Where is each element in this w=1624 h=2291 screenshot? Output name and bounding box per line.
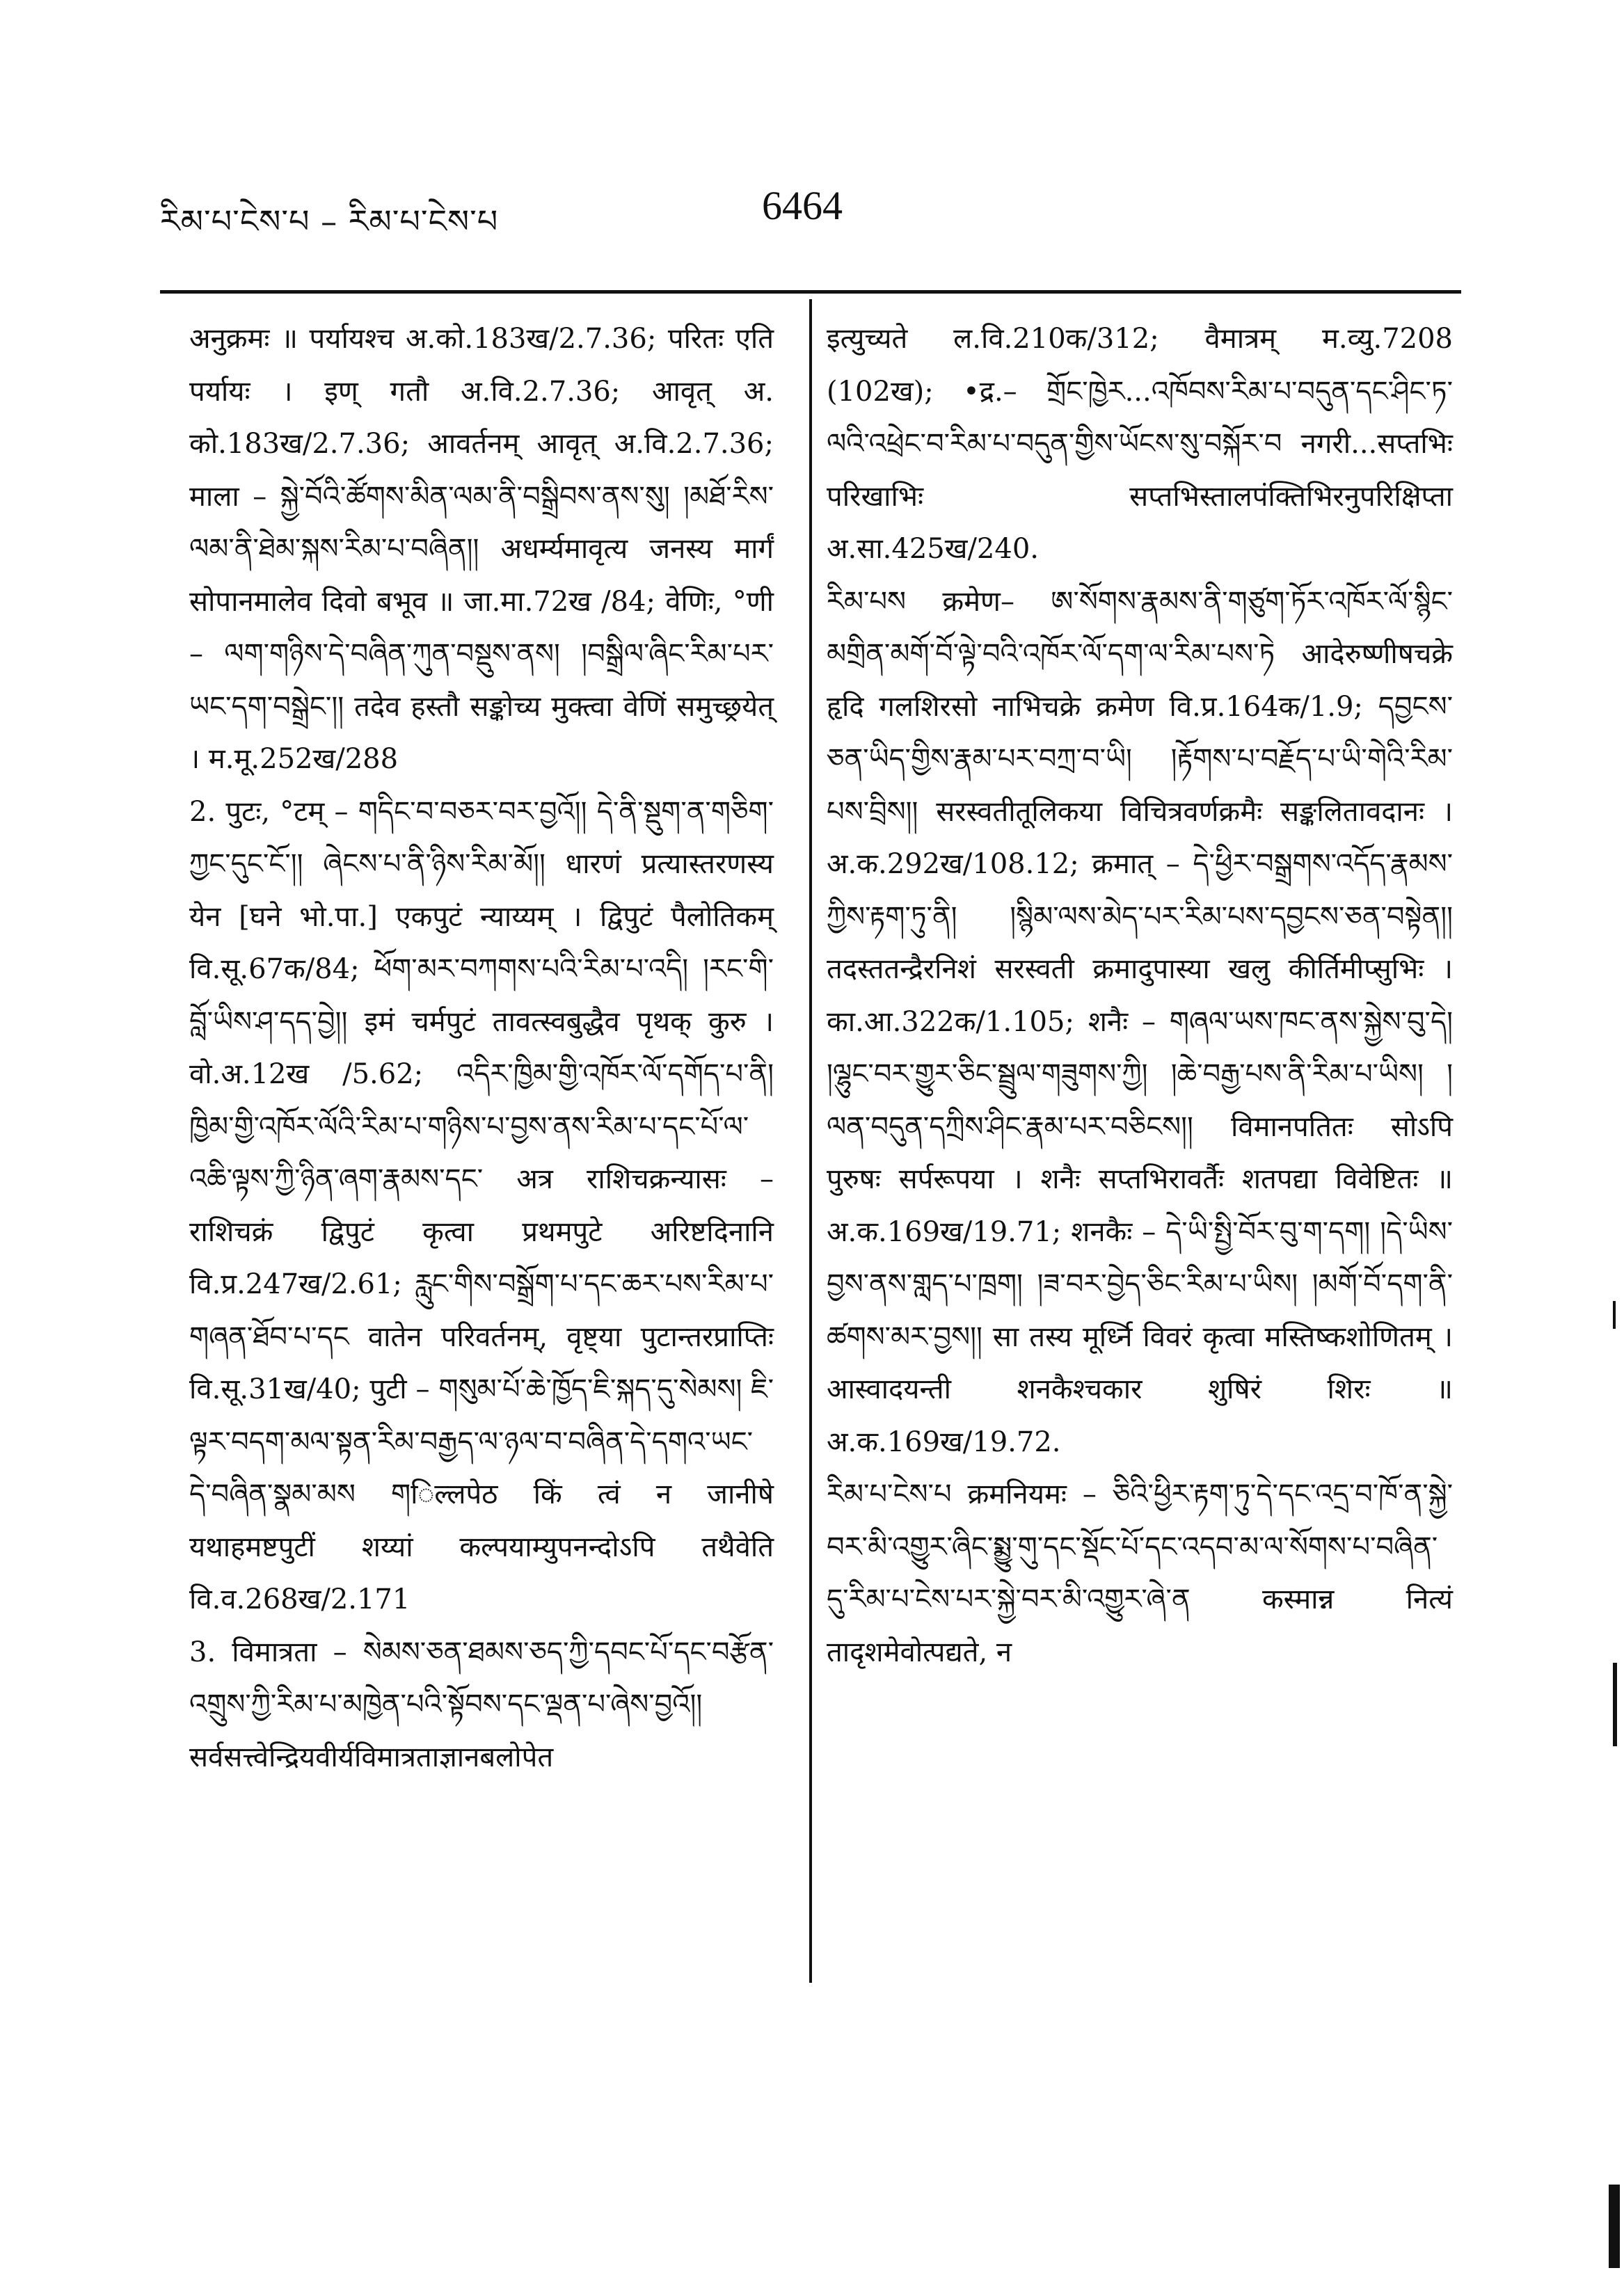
entry-text: अनुक्रमः ॥ पर्यायश्च अ.को.183ख/2.7.36; परितः एति पर्यायः । इण् गतौ अ.वि.2.7.36; आवृत् अ. को.183ख/2.7.36; आवर्तनम् आवृत् अ.वि.2.7.36; माला – སྐྱེ་བོའི་ཚོགས་མིན་ལམ་ནི་བསྒྲིབས་ནས་སུ། །མཐོ་རིས་ལམ་ནི་ཐེམ་སྐས་རིམ་པ་བཞིན།། अधर्म्यमावृत्य जनस्य मार्गं सोपानमालेव दिवो बभूव ॥ जा.मा.72ख /84; वेणिः, °णी – ལག་གཉིས་དེ་བཞིན་ཀུན་བསྡུས་ནས། །བསྒྲིལ་ཞིང་རིམ་པར་ཡང་དག་བསྒྲེང་།། तदेव हस्तौ सङ्कोच्य मुक्त्वा वेणिं समुच्छ्रयेत् । म.मू.252ख/288: [189, 323, 774, 775]
entry-text: 2. पुटः, °टम् – གདིང་བ་བཅར་བར་བྱའོ།། དེ་ནི་སྡུག་ན་གཅིག་ཀྱང་དུང་ངོ་།། ཞེངས་པ་ནི་ཉིས་རིམ་མོ།། धारणं प्रत्यास्तरणस्य येन [घने भो.पा.] एकपुटं न्याय्यम् । द्विपुटं पैलोतिकम् वि.सू.67क/84; ཕོག་མར་བཀགས་པའི་རིམ་པ་འདི། །རང་གི་བློ་ཡིས་ཤ་དད་བྱེ།། इमं चर्मपुटं तावत्स्वबुद्धैव पृथक् कुरु । वो.अ.12ख /5.62; འདིར་ཁྱིམ་གྱི་འཁོར་ལོ་དགོད་པ་ནི། ཁྱིམ་གྱི་འཁོར་ལོའི་རིམ་པ་གཉིས་པ་བྱས་ནས་རིམ་པ་དང་པོ་ལ་འཆི་ལྟས་ཀྱི་ཉིན་ཞག་རྣམས་དང་ अत्र राशिचक्रन्यासः –राशिचक्रं द्विपुटं कृत्वा प्रथमपुटे अरिष्टदिनानि वि.प्र.247ख/2.61; རླུང་གིས་བསྒྲོག་པ་དང་ཆར་པས་རིམ་པ་གཞན་ཐོབ་པ་དང वातेन परिवर्तनम्, वृष्ट्या पुटान्तरप्राप्तिः वि.सू.31ख/40; पुटी – གསུམ་པོ་ཆེ་ཁྱོད་ཇི་སྐད་དུ་སེམས། ཇི་ལྟར་བདག་མལ་སྟན་རིམ་བརྒྱད་ལ་ཉལ་བ་བཞིན་དེ་དགའ་ཡང་དེ་བཞིན་སྣམ་མས གिल्लपेठ किं त्वं न जानीषे यथाहमष्टपुटीं शय्यां कल्पयाम्युपनन्दोऽपि तथैवेति वि.व.268ख/2.171: [189, 795, 774, 1615]
entry-text: इत्युच्यते ल.वि.210क/312; वैमात्रम् म.व्यु.7208 (102ख); •द्र.– གྲོང་ཁྱེར...འཁོབས་རིམ་པ་བདུན་དང་ཤིང་ཏ་ལའི་འཕྲེང་བ་རིམ་པ་བདུན་གྱིས་ཡོངས་སུ་བསྐོར་བ नगरी...सप्तभिः परिखाभिः सप्तभिस्तालपंक्तिभिरनुपरिक्षिप्ता अ.सा.425ख/240.: [827, 323, 1453, 565]
column-divider: [809, 299, 812, 1983]
page-number: 6464: [762, 183, 843, 228]
running-head: རིམ་པ་ངེས་པ – རིམ་པ་ངེས་པ: [160, 202, 499, 240]
right-column: [827, 313, 1453, 1679]
scan-mark: [1613, 1663, 1617, 1746]
entry-text: རིམ་པ་ངེས་པ क्रमनियमः – ཅིའི་ཕྱིར་རྟག་ཏུ་དེ་དང་འདྲ་བ་ཁོ་ན་སྐྱེ་བར་མི་འགྱུར་ཞིང་སྨྱུ་གུ་དང་སྡོང་པོ་དང་འདབ་མ་ལ་སོགས་པ་བཞིན་དུ་རིམ་པ་ངེས་པར་སྐྱེ་བར་མི་འགྱུར་ཞེ་ན कस्मान्न नित्यं तादृशमेवोत्पद्यते, न: [827, 1478, 1453, 1668]
header-rule: [160, 290, 1461, 294]
scan-mark: [1613, 1301, 1616, 1329]
entry-text: 3. विमात्रता – སེམས་ཅན་ཐམས་ཅད་ཀྱི་དབང་པོ་དང་བརྩོན་འགྲུས་ཀྱི་རིམ་པ་མཁྱེན་པའི་སྟོབས་དང་ལྡན་པ་ཞེས་བྱའོ།། सर्वसत्त्वेन्द्रियवीर्यविमात्रताज्ञानबलोपेत: [189, 1636, 774, 1773]
entry-text: རིམ་པས क्रमेण– ཨ་སོགས་རྣམས་ནི་གཙུག་ཏོར་འཁོར་ལོ་སྙིང་མགྲིན་མགོ་བོ་ལྟེ་བའི་འཁོར་ལོ་དག་ལ་རིམ་པས་ཏེ आदेरुष्णीषचक्रे हृदि गलशिरसो नाभिचक्रे क्रमेण वि.प्र.164क/1.9; དབྱངས་ཅན་ཡིད་གྱིས་རྣམ་པར་བཀྲ་བ་ཡི། །རྟོགས་པ་བརྗོད་པ་ཡི་གེའི་རིམ་པས་བྲིས།། सरस्वतीतूलिकया विचित्रवर्णक्रमैः सङ्कलितावदानः । अ.क.292ख/108.12; क्रमात् – དེ་ཕྱིར་བསྒྲགས་འདོད་རྣམས་ཀྱིས་རྟག་ཏུ་ནི། །སྙིམ་ལས་མེད་པར་རིམ་པས་དབྱངས་ཅན་བསྟེན།། तदस्ततन्द्रैरनिशं सरस्वती क्रमादुपास्या खलु कीर्तिमीप्सुभिः । का.आ.322क/1.105; शनैः – གཞལ་ཡས་ཁང་ནས་སྐྱེས་བུ་དེ། །ལྷུང་བར་གྱུར་ཅིང་སྦྲུལ་གཟུགས་ཀྱི། །ཆེ་བརྒྱ་པས་ནི་རིམ་པ་ཡིས། །ལན་བདུན་དཀྲིས་ཤིང་རྣམ་པར་བཅིངས།། विमानपतितः सोऽपि पुरुषः सर्परूपया । शनैः सप्तभिरावर्तैः शतपद्या विवेष्टितः ॥ अ.क.169ख/19.71; शनकैः – དེ་ཡི་སྤྱི་བོར་བུ་ག་དག། །དེ་ཡིས་བྱས་ནས་གླད་པ་ཁྲག། །ཟ་བར་བྱེད་ཅིང་རིམ་པ་ཡིས། །མགོ་བོ་དག་ནི་ཚགས་མར་བྱས།། सा तस्य मूर्ध्नि विवरं कृत्वा मस्तिष्कशोणितम् । आस्वादयन्ती शनकैश्चकार शुषिरं शिरः ॥ अ.क.169ख/19.72.: [827, 585, 1453, 1458]
left-column: [189, 313, 774, 1784]
scan-mark: [1609, 2185, 1620, 2268]
